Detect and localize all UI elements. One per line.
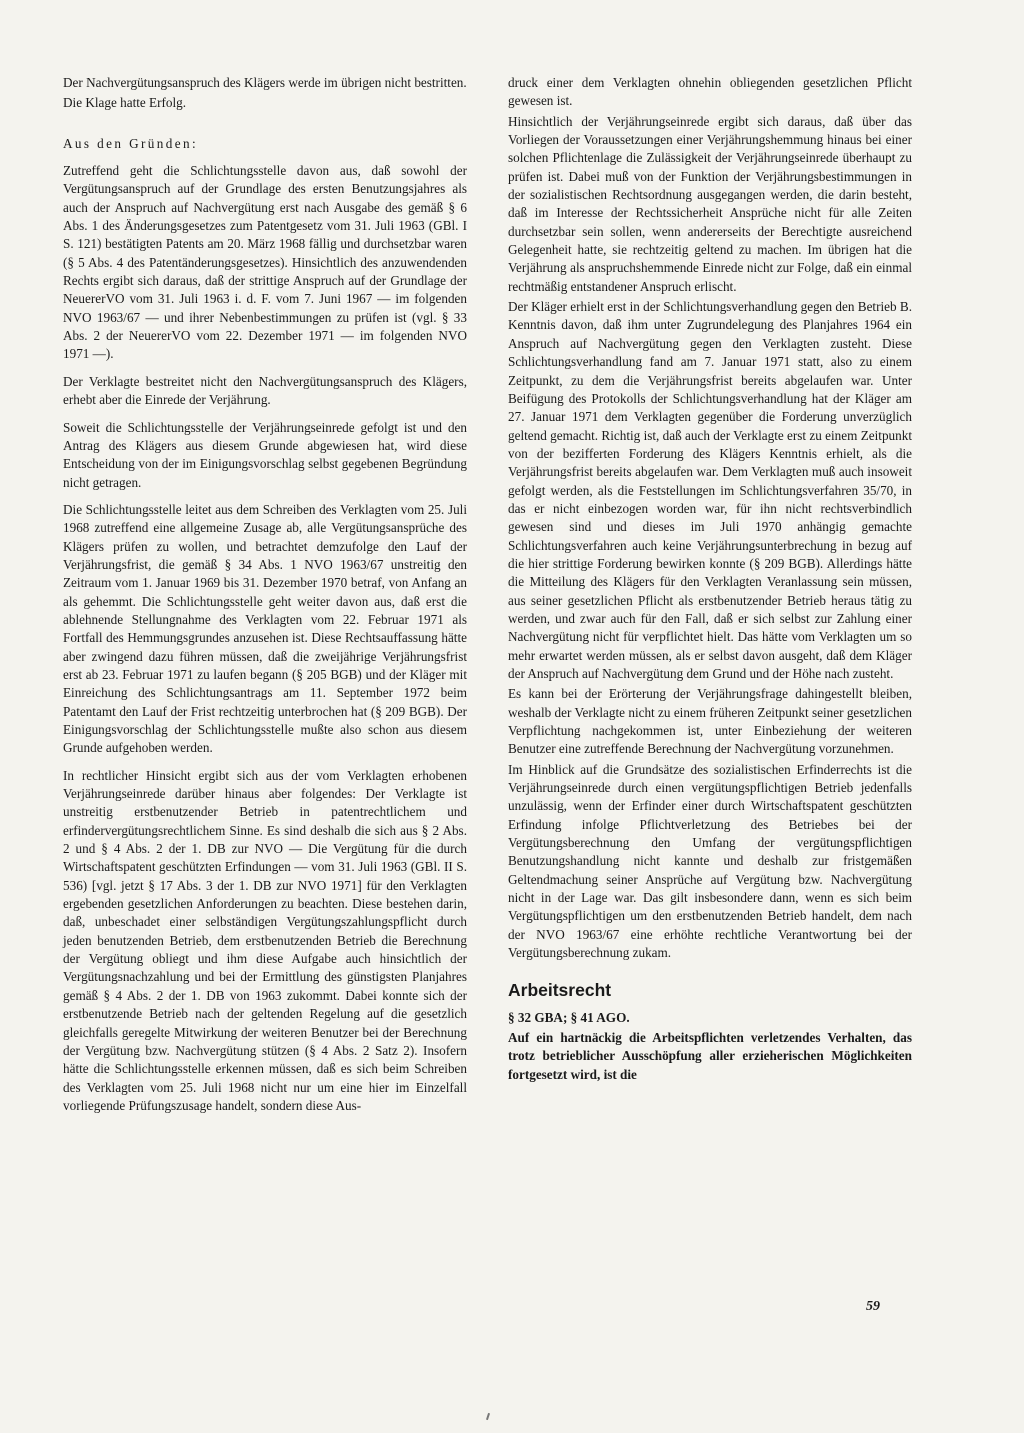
section-heading: Aus den Gründen: <box>63 135 199 151</box>
paragraph: Soweit die Schlichtungsstelle der Verjährungseinrede gefolgt ist und den Antrag des Klägers aus diesem Grunde abgewiesen hat, wird diese Entscheidung von der im Einigungsvorschlag selbst gegebenen Begründung nicht getragen. <box>63 419 467 490</box>
paragraph: Hinsichtlich der Verjährungseinrede ergibt sich daraus, daß über das Vorliegen der Voraussetzungen einer Verjährungshemmung hinaus bei einer solchen Pflichtenlage die Zulässigkeit der Verjährungseinrede überhaupt zu prüfen ist. Dabei muß von der Funktion der Verjährungsbestimmungen in der sozialistischen Rechtsordnung ausgegangen werden, die darin besteht, daß im Interesse der Rechtssicherheit Ansprüche nicht für alle Zeiten durchsetzbar sein sollen, wenn andererseits der Berechtigte ausreichend Gelegenheit hatte, sie rechtzeitig geltend zu machen. Im übrigen hat die Verjährung als anspruchshemmende Einrede nicht zur Folge, daß ein einmal rechtmäßig entstandener Anspruch erlischt. <box>508 113 912 294</box>
paragraph: Zutreffend geht die Schlichtungsstelle davon aus, daß sowohl der Vergütungsanspruch auf der Grundlage des ersten Benutzungsjahres als auch der Anspruch auf Nachvergütung erst nach Ausgabe des gemäß § 6 Abs. 1 des Änderungsgesetzes zum Patentgesetz vom 31. Juli 1963 (GBl. I S. 121) bestätigten Patents am 20. März 1968 fällig und durchsetzbar waren (§ 5 Abs. 4 des Patentänderungsgesetzes). Hinsichtlich des anzuwendenden Rechts ergibt sich daraus, daß der strittige Anspruch auf der Grundlage der NeuererVO vom 31. Juli 1963 i. d. F. vom 7. Juni 1967 — im folgenden NVO 1963/67 — und ihrer Nebenbestimmungen zu prüfen ist (vgl. § 33 Abs. 2 der NeuererVO vom 22. Dezember 1971 — im folgenden NVO 1971 —). <box>63 163 467 362</box>
section-heading: Arbeitsrecht <box>508 979 612 1000</box>
paragraph: In rechtlicher Hinsicht ergibt sich aus der vom Verklagten erhobenen Verjährungseinrede darüber hinaus aber folgendes: Der Verklagte ist unstreitig erstbenutzender Betrieb in patentrechtlichem und erfindervergütungsrechtlichem Sinne. Es sind deshalb die sich aus § 2 Abs. 2 und § 4 Abs. 2 der 1. DB zur NVO — Die Vergütung für die durch Wirtschaftspatent geschützten Erfindungen — vom 31. Juli 1963 (GBl. II S. 536) [vgl. jetzt § 17 Abs. 3 der 1. DB zur NVO 1971] für den Verklagten ergebenden gesetzlichen Anforderungen zu beachten. Diese bestehen darin, daß, unbeschadet einer selbständigen Vergütungszahlungspflicht durch jeden benutzenden Betrieb, dem erstbenutzenden Betrieb die Berechnung der Vergütung obliegt und ihm diese Aufgabe auch hinsichtlich der Vergütungsnachzahlung und bei der Ermittlung des günstigsten Planjahres gemäß § 4 Abs. 2 der 1. DB von 1963 zukommt. Dabei konnte sich der erstbenutzende Betrieb nach der geltenden Regelung auf die gesetzlich gleichfalls geregelte Mitwirkung der weiteren Benutzer bei der Berechnung der Vergütung bzw. Nachvergütung stützen (§ 4 Abs. 2 Satz 2). Insofern hätte die Schlichtungsstelle erkennen müssen, daß es sich beim Schreiben des Verklagten vom 25. Juli 1968 nicht nur um eine hier im Einzelfall vorliegende Prüfungszusage handelt, sondern diese Aus- <box>63 767 467 1113</box>
paragraph: Es kann bei der Erörterung der Verjährungsfrage dahingestellt bleiben, weshalb der Verklagte nicht zu einem früheren Zeitpunkt seiner gesetzlichen Verpflichtung nachgekommen ist, unter Einbeziehung der weiteren Benutzer eine zutreffende Berechnung der Nachvergütung vorzunehmen. <box>508 686 912 757</box>
right-column <box>508 74 912 1093</box>
paragraph: Im Hinblick auf die Grundsätze des sozialistischen Erfinderrechts ist die Verjährungseinrede durch einen vergütungspflichtigen Betrieb jedenfalls unzulässig, wenn der Erfinder einer durch Wirtschaftspatent geschützten Erfindung infolge Pflichtverletzung des Betriebes bei der Vergütungsberechnung den Umfang der vergütungspflichtigen Benutzungshandlung nicht kannte und deshalb zur fristgemäßen Geltendmachung seiner Ansprüche auf Vergütung bzw. Nachvergütung nicht in der Lage war. Das gilt insbesondere dann, wenn es sich beim Vergütungspflichtigen um den erstbenutzenden Betrieb handelt, dem nach der NVO 1963/67 eine erhöhte rechtliche Verantwortung bei der Vergütungsberechnung zukam. <box>508 761 912 961</box>
paragraph: Die Klage hatte Erfolg. <box>63 95 187 111</box>
paragraph: Der Kläger erhielt erst in der Schlichtungsverhandlung gegen den Betrieb B. Kenntnis davon, daß ihm unter Zugrundelegung des Planjahres 1964 ein Anspruch auf Nachvergütung gegen den Verklagten zusteht. Diese Schlichtungsverhandlung fand am 7. Januar 1971 statt, also zu einem Zeitpunkt, zu dem die Verjährungsfrist bereits abgelaufen war. Unter Beifügung des Protokolls der Schlichtungsverhandlung hat der Kläger am 27. Januar 1971 dem Verklagten gegenüber die Forderung unverzüglich geltend gemacht. Richtig ist, daß auch der Verklagte erst zu einem Zeitpunkt von der bezifferten Forderung des Klägers Kenntnis erhielt, als die Verjährungsfrist bereits abgelaufen war. Dem Verklagten muß auch insoweit gefolgt werden, als die Feststellungen im Schlichtungsverfahren 35/70, in das er nicht einbezogen worden war, für ihn nicht rechtsverbindlich gewesen sind und dieses im Juli 1970 anhängig gemachte Schlichtungsverfahren auch keine Verjährungsunterbrechung in bezug auf die hier strittige Forderung bewirken konnte (§ 209 BGB). Allerdings hätte die Mitteilung des Klägers für den Verklagten Veranlassung sein müssen, aus seiner gesetzlichen Pflicht als erstbenutzender Betrieb heraus tätig zu werden, und zwar auch für den Fall, daß er sich selbst zur Zahlung einer Nachvergütung nicht für verpflichtet hielt. Das hätte vom Verklagten um so mehr erwartet werden müssen, als er selbst davon ausgeht, daß dem Kläger der Anspruch auf Nachvergütung dem Grund und der Höhe nach zusteht. <box>508 299 912 681</box>
page-number: 59 <box>866 1299 880 1314</box>
citation: § 32 GBA; § 41 AGO. <box>508 1009 630 1025</box>
paragraph: druck einer dem Verklagten ohnehin obliegenden gesetzlichen Pflicht gewesen ist. <box>508 75 912 109</box>
paragraph: Der Nachvergütungsanspruch des Klägers werde im übrigen nicht bestritten. <box>63 75 467 90</box>
scan-speck <box>486 1413 490 1420</box>
left-column <box>63 74 467 1124</box>
paragraph: Der Verklagte bestreitet nicht den Nachvergütungsanspruch des Klägers, erhebt aber die Einrede der Verjährung. <box>63 373 467 408</box>
headnote: Auf ein hartnäckig die Arbeitspflichten verletzendes Verhalten, das trotz betrieblicher Ausschöpfung aller erzieherischen Möglichkeiten fortgesetzt wird, ist die <box>508 1029 912 1082</box>
paragraph: Die Schlichtungsstelle leitet aus dem Schreiben des Verklagten vom 25. Juli 1968 zutreffend eine allgemeine Zusage ab, alle Vergütungsansprüche des Klägers prüfen zu wollen, und betrachtet demzufolge den Lauf der Verjährungsfrist, die gemäß § 34 Abs. 1 NVO 1963/67 unstreitig den Zeitraum vom 1. Januar 1969 bis 31. Dezember 1970 betraf, von Anfang an als gehemmt. Die Schlichtungsstelle geht weiter davon aus, daß erst die ablehnende Stellungnahme des Verklagten vom 22. Februar 1971 als Fortfall des Hemmungsgrundes anzusehen ist. Diese Rechtsauffassung hätte aber zwingend dazu führen müssen, daß die zweijährige Verjährungsfrist erst ab 23. Februar 1971 zu laufen begann (§ 205 BGB) und der Kläger mit Einreichung des Schlichtungsantrags am 11. September 1972 beim Patentamt den Lauf der Frist rechtzeitig unterbrochen hat (§ 209 BGB). Der Einigungsvorschlag der Schlichtungsstelle mußte also schon aus diesem Grunde aufgehoben werden. <box>63 501 467 756</box>
